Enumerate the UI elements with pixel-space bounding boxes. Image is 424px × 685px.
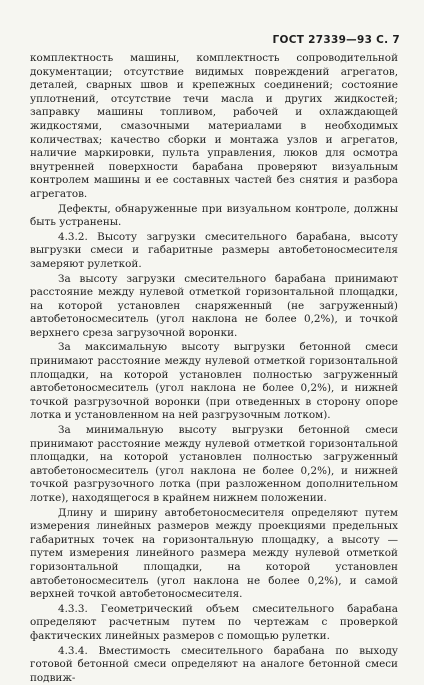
paragraph-6: За минимальную высоту выгрузки бетонной смеси принимают расстояние между нулевой отметкой горизонтальной площадки, на которой установлен полностью загруженный автобетоносмеситель (угол наклона не более 0,2%), и нижней точкой разгрузочного лотка (при разложенном дополнительном лотке), находящегося в крайнем нижнем положении. (30, 424, 398, 504)
document-body (30, 52, 398, 685)
paragraph-5: За максимальную высоту выгрузки бетонной смеси принимают расстояние между нулевой отметкой горизонтальной площадки, на которой установлен полностью загруженный автобетоносмеситель (угол наклона не более 0,2%), и нижней точкой разгрузочной воронки (при отведенных в сторону опоре лотка и установленном на ней разгрузочным лотком). (30, 341, 398, 422)
paragraph-1: комплектность машины, комплектность сопроводительной документации; отсутствие видимых повреждений агрегатов, деталей, сварных швов и крепежных соединений; состояние уплотнений, отсутствие течи масла и других жидкостей; заправку машины топливом, рабочей и охлаждающей жидкостями, смазочными материалами в необходимых количествах; качество сборки и монтажа узлов и агрегатов, наличие маркировки, пульта управления, люков для осмотра внутренней поверхности барабана проверяют визуальным контролем машины и ее составных частей без снятия и разбора агрегатов. (30, 52, 398, 200)
page-header: ГОСТ 27339—93 С. 7 (272, 34, 400, 46)
paragraph-4: За высоту загрузки смесительного барабана принимают расстояние между нулевой отметкой горизонтальной площадки, на которой установлен снаряженный (не загруженный) автобетоносмеситель (угол наклона не более 0,2%), и точкой верхнего среза загрузочной воронки. (30, 272, 398, 339)
paragraph-8: 4.3.3. Геометрический объем смесительного барабана определяют расчетным путем по чертежам с проверкой фактических линейных размеров с помощью рулетки. (30, 602, 398, 642)
paragraph-2: Дефекты, обнаруженные при визуальном контроле, должны быть устранены. (30, 202, 398, 229)
paragraph-9: 4.3.4. Вместимость смесительного барабана по выходу готовой бетонной смеси определяют на аналоге бетонной смеси подвиж- (30, 644, 398, 684)
paragraph-3: 4.3.2. Высоту загрузки смесительного барабана, высоту выгрузки смеси и габаритные размеры автобетоносмесителя замеряют рулеткой. (30, 230, 398, 270)
paragraph-7: Длину и ширину автобетоносмесителя определяют путем измерения линейных размеров между проекциями предельных габаритных точек на горизонтальную площадку, а высоту — путем измерения линейного размера между нулевой отметкой горизонтальной площадки, на которой установлен автобетоносмеситель (угол наклона не более 0,2%), и самой верхней точкой автобетоносмесителя. (30, 506, 398, 601)
